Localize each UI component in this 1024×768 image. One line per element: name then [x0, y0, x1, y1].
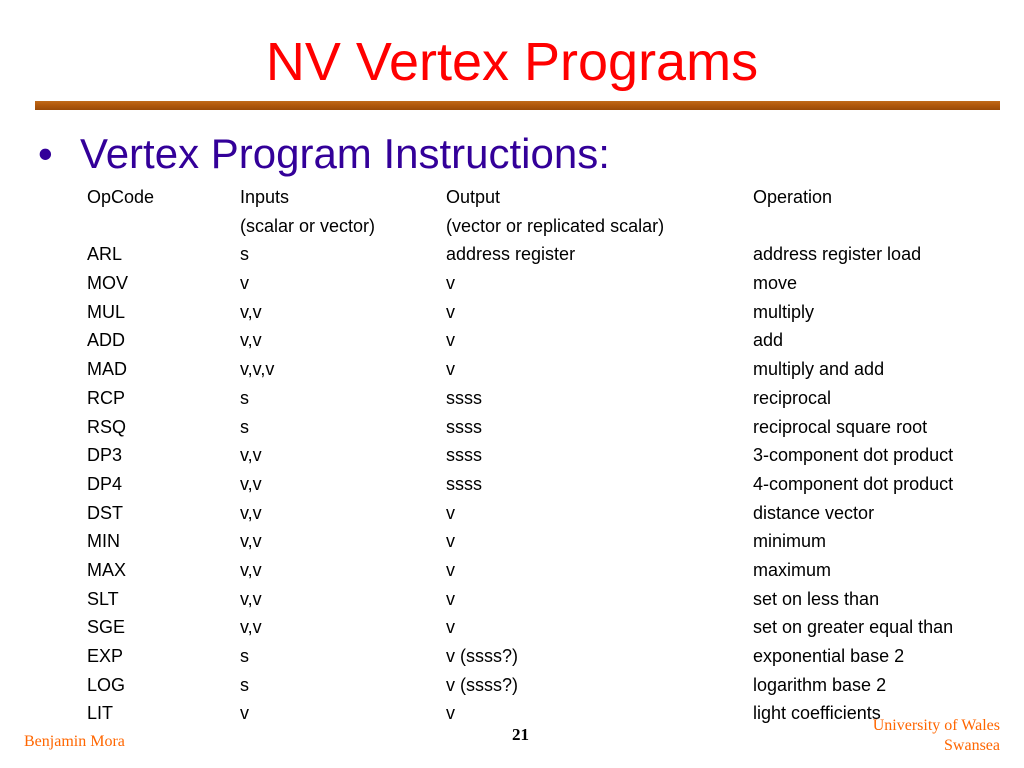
cell-output: ssss: [446, 445, 482, 466]
subheader-inputs: (scalar or vector): [240, 215, 376, 236]
cell-opcode: ADD: [87, 330, 126, 351]
cell-opcode: MAX: [87, 559, 127, 580]
cell-output: ssss: [446, 416, 482, 437]
cell-operation: 4-component dot product: [753, 473, 954, 494]
cell-operation: multiply and add: [753, 359, 885, 380]
bullet-text: Vertex Program Instructions:: [80, 130, 610, 177]
cell-output: v: [446, 330, 455, 351]
cell-inputs: v,v: [240, 588, 262, 609]
cell-output: v (ssss?): [446, 646, 518, 666]
cell-operation: distance vector: [753, 502, 875, 523]
cell-output: v: [446, 703, 455, 724]
cell-opcode: MUL: [87, 301, 126, 322]
cell-output: ssss: [446, 387, 482, 408]
cell-opcode: EXP: [87, 646, 124, 666]
cell-output: ssss: [446, 473, 482, 494]
cell-opcode: ARL: [87, 244, 123, 265]
header-opcode: OpCode: [87, 187, 155, 207]
cell-output: v: [446, 273, 455, 294]
cell-opcode: SGE: [87, 617, 126, 638]
cell-inputs: s: [240, 674, 249, 695]
cell-operation: minimum: [753, 531, 827, 552]
cell-inputs: v,v,v: [240, 359, 275, 380]
cell-inputs: s: [240, 387, 249, 408]
cell-output: v: [446, 359, 455, 380]
cell-opcode: DP3: [87, 445, 123, 466]
cell-operation: set on less than: [753, 588, 880, 609]
cell-opcode: RCP: [87, 387, 126, 408]
header-inputs: Inputs: [240, 187, 290, 207]
subheader-output: (vector or replicated scalar): [446, 215, 665, 236]
cell-opcode: LIT: [87, 703, 114, 724]
cell-operation: move: [753, 273, 798, 294]
cell-operation: multiply: [753, 301, 815, 322]
cell-opcode: MIN: [87, 531, 120, 552]
cell-operation: logarithm base 2: [753, 674, 887, 695]
cell-inputs: v,v: [240, 531, 262, 552]
cell-inputs: v,v: [240, 617, 262, 638]
institution-line-1: University of Wales: [872, 717, 1000, 734]
author-name: Benjamin Mora: [24, 733, 125, 750]
cell-opcode: MOV: [87, 273, 129, 294]
cell-output: v: [446, 559, 455, 580]
cell-output: v (ssss?): [446, 674, 518, 695]
cell-output: v: [446, 301, 455, 322]
cell-operation: exponential base 2: [753, 646, 905, 666]
cell-operation: 3-component dot product: [753, 445, 954, 466]
cell-inputs: v,v: [240, 473, 262, 494]
cell-inputs: v,v: [240, 502, 262, 523]
cell-operation: address register load: [753, 244, 922, 265]
institution-line-2: Swansea: [944, 737, 1000, 754]
cell-inputs: s: [240, 416, 249, 437]
page-number: 21: [512, 725, 529, 744]
cell-operation: light coefficients: [753, 703, 881, 724]
cell-inputs: s: [240, 244, 249, 265]
cell-operation: set on greater equal than: [753, 617, 954, 638]
cell-opcode: LOG: [87, 674, 126, 695]
cell-opcode: RSQ: [87, 416, 127, 437]
cell-inputs: v,v: [240, 301, 262, 322]
cell-output: v: [446, 588, 455, 609]
bullet-symbol: •: [38, 130, 53, 177]
cell-inputs: s: [240, 646, 249, 666]
cell-operation: reciprocal square root: [753, 416, 928, 437]
cell-operation: reciprocal: [753, 387, 832, 408]
cell-output: v: [446, 502, 455, 523]
cell-output: v: [446, 617, 455, 638]
cell-inputs: v: [240, 703, 249, 724]
cell-opcode: MAD: [87, 359, 127, 380]
cell-inputs: v: [240, 273, 249, 294]
title-divider: [35, 101, 1000, 110]
cell-operation: add: [753, 330, 784, 351]
cell-inputs: v,v: [240, 445, 262, 466]
slide-title: NV Vertex Programs: [265, 32, 759, 92]
cell-opcode: DST: [87, 502, 123, 523]
cell-opcode: SLT: [87, 588, 119, 609]
cell-inputs: v,v: [240, 330, 262, 351]
cell-operation: maximum: [753, 559, 832, 580]
bullet-heading: [38, 128, 610, 180]
cell-inputs: v,v: [240, 559, 262, 580]
header-output: Output: [446, 187, 501, 207]
cell-output: address register: [446, 244, 576, 265]
cell-output: v: [446, 531, 455, 552]
cell-opcode: DP4: [87, 473, 123, 494]
header-operation: Operation: [753, 187, 833, 207]
institution-name: [873, 716, 1000, 756]
